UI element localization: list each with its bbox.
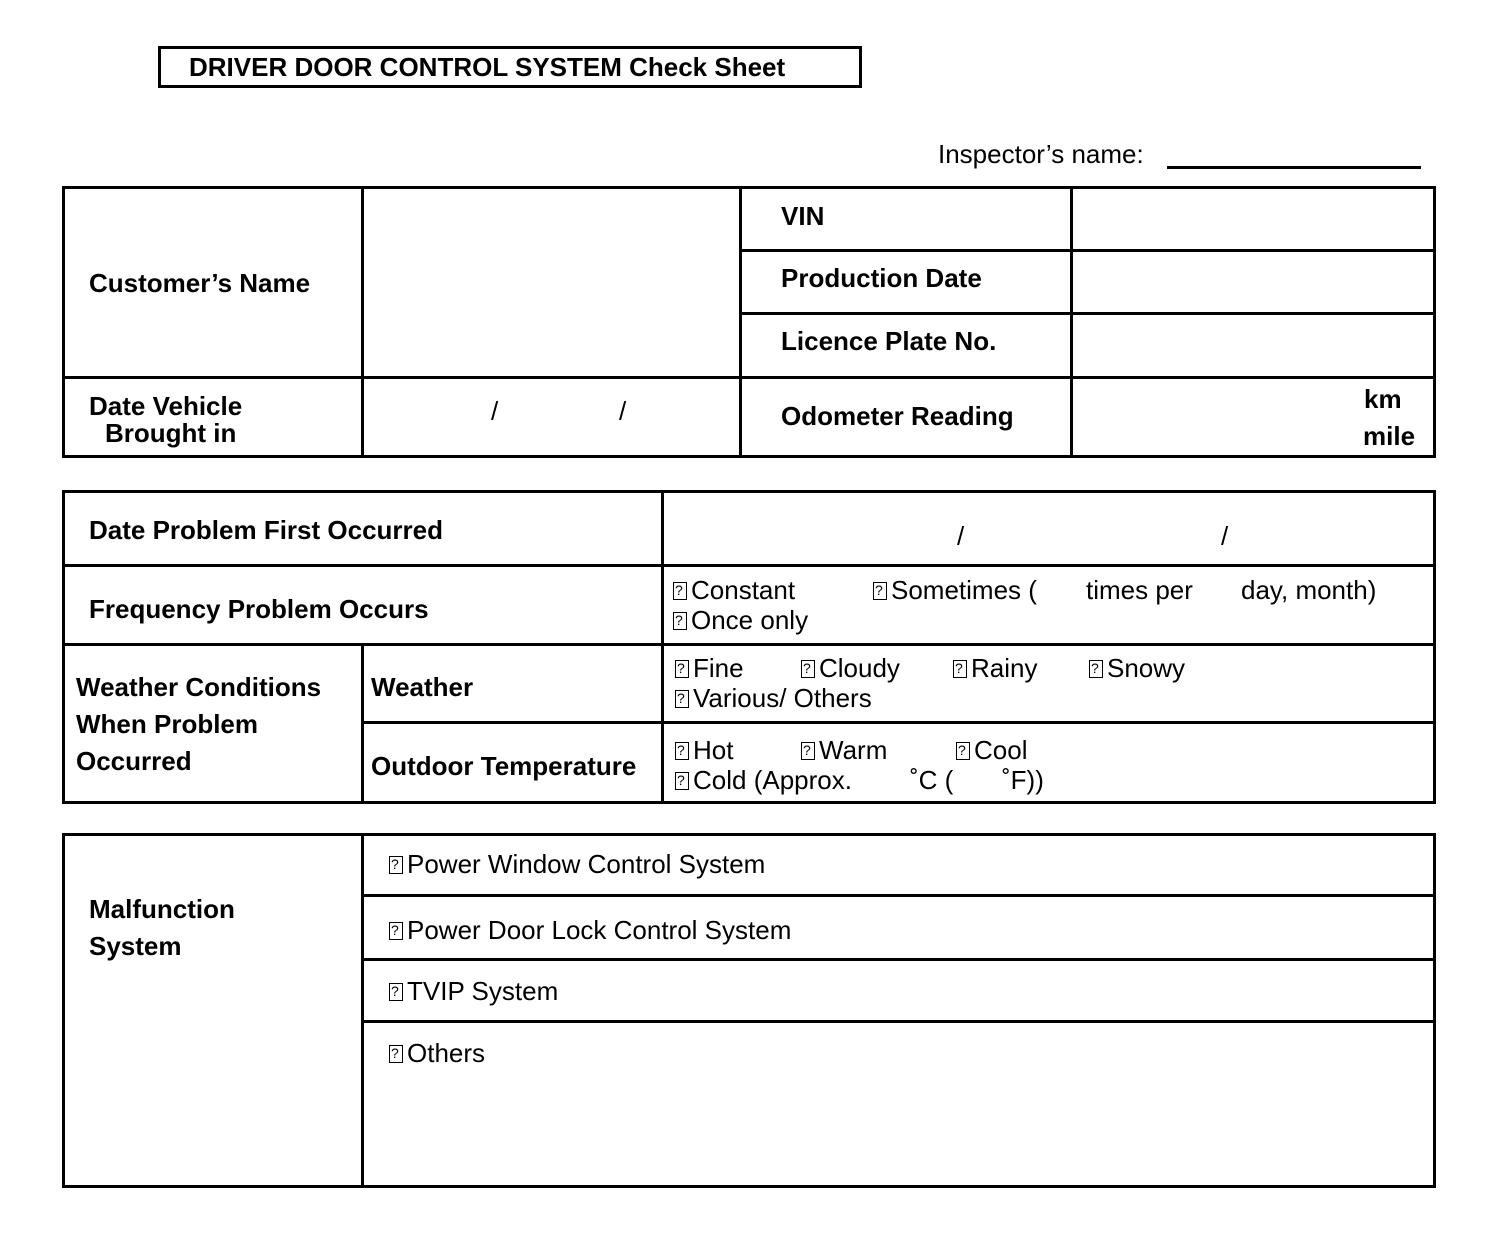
- licence-plate-label: Licence Plate No.: [781, 326, 997, 356]
- checkbox-icon[interactable]: [675, 742, 689, 760]
- checkbox-icon[interactable]: [873, 582, 887, 600]
- times-per-text: times per: [1086, 575, 1193, 605]
- option-rainy[interactable]: ? Rainy: [953, 653, 1037, 683]
- date-separator: /: [619, 396, 627, 426]
- checkbox-icon[interactable]: [389, 983, 403, 1001]
- divider: [361, 721, 1436, 724]
- licence-plate-field[interactable]: [1073, 315, 1433, 376]
- date-brought-in-label-line1: Date Vehicle: [89, 391, 243, 421]
- option-constant[interactable]: ?Constant: [673, 575, 795, 605]
- checkbox-icon[interactable]: [673, 612, 687, 630]
- option-warm[interactable]: ? Warm: [801, 735, 887, 765]
- option-hot[interactable]: ?Hot: [675, 735, 733, 765]
- divider: [62, 564, 1436, 567]
- option-power-window[interactable]: ?Power Window Control System: [389, 849, 765, 879]
- date-separator: /: [491, 396, 499, 426]
- date-first-occurred-label: Date Problem First Occurred: [89, 515, 443, 545]
- checkbox-icon[interactable]: [1089, 660, 1103, 678]
- weather-conditions-label-line1: Weather Conditions: [76, 672, 322, 702]
- date-separator: /: [1221, 521, 1229, 551]
- malfunction-system-table: [62, 833, 1436, 1188]
- divider: [361, 958, 1436, 961]
- vin-label: VIN: [781, 201, 825, 231]
- checkbox-icon[interactable]: [389, 856, 403, 874]
- fahrenheit-text: ˚F)): [1002, 765, 1044, 795]
- checkbox-icon[interactable]: [673, 582, 687, 600]
- option-tvip[interactable]: ?TVIP System: [389, 976, 558, 1006]
- malfunction-label-line1: Malfunction: [89, 894, 235, 924]
- celsius-text: ˚C (: [910, 765, 954, 795]
- odometer-label: Odometer Reading: [781, 401, 1014, 431]
- divider: [739, 186, 742, 458]
- date-separator: /: [957, 521, 965, 551]
- vin-field[interactable]: [1073, 189, 1433, 249]
- checkbox-icon[interactable]: [953, 660, 967, 678]
- inspector-name-line[interactable]: [1167, 166, 1421, 169]
- checkbox-icon[interactable]: [956, 742, 970, 760]
- checkbox-icon[interactable]: [675, 660, 689, 678]
- customer-name-field[interactable]: [364, 189, 739, 376]
- malfunction-label-line2: System: [89, 931, 182, 961]
- inspector-label: Inspector’s name:: [938, 139, 1144, 169]
- checkbox-icon[interactable]: [801, 742, 815, 760]
- production-date-label: Production Date: [781, 263, 982, 293]
- divider: [361, 833, 364, 1188]
- odometer-unit-km: km: [1364, 384, 1402, 414]
- weather-conditions-label-line2: When Problem: [76, 709, 259, 739]
- odometer-unit-mile: mile: [1363, 421, 1416, 451]
- option-others[interactable]: ?Others: [389, 1038, 485, 1068]
- option-snowy[interactable]: ? Snowy: [1089, 653, 1185, 683]
- checkbox-icon[interactable]: [801, 660, 815, 678]
- divider: [62, 643, 1436, 646]
- option-various-others[interactable]: ?Various/ Others: [675, 683, 872, 713]
- option-cool[interactable]: ? Cool: [956, 735, 1027, 765]
- frequency-label: Frequency Problem Occurs: [89, 594, 429, 624]
- page-title: DRIVER DOOR CONTROL SYSTEM Check Sheet: [158, 46, 862, 88]
- divider: [361, 1020, 1436, 1023]
- checkbox-icon[interactable]: [389, 922, 403, 940]
- option-power-door-lock[interactable]: ?Power Door Lock Control System: [389, 915, 791, 945]
- checkbox-icon[interactable]: [675, 690, 689, 708]
- weather-label: Weather: [371, 672, 474, 702]
- option-sometimes[interactable]: ? Sometimes (: [873, 575, 1037, 605]
- option-cold[interactable]: ?Cold (Approx.: [675, 765, 852, 795]
- divider: [361, 894, 1436, 897]
- divider: [62, 376, 1436, 379]
- checkbox-icon[interactable]: [389, 1045, 403, 1063]
- option-once-only[interactable]: ?Once only: [673, 605, 808, 635]
- outdoor-temperature-label: Outdoor Temperature: [371, 751, 637, 781]
- checkbox-icon[interactable]: [675, 772, 689, 790]
- inspector-field: [938, 138, 1144, 170]
- option-fine[interactable]: ?Fine: [675, 653, 744, 683]
- weather-conditions-label-line3: Occurred: [76, 746, 192, 776]
- day-month-text: day, month): [1241, 575, 1377, 605]
- customer-name-label: Customer’s Name: [89, 268, 311, 298]
- divider: [661, 490, 664, 804]
- date-brought-in-label-line2: Brought in: [105, 418, 237, 448]
- production-date-field[interactable]: [1073, 252, 1433, 312]
- option-cloudy[interactable]: ? Cloudy: [801, 653, 900, 683]
